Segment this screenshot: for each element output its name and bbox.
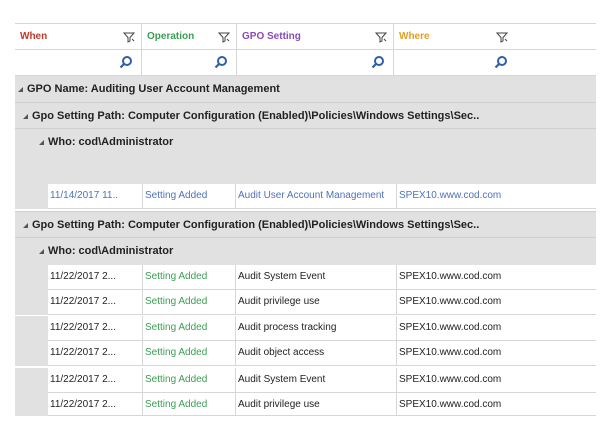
column-header-label: When — [20, 31, 48, 42]
cell-where: SPEX10.www.cod.com — [399, 322, 502, 333]
column-header-when[interactable] — [15, 24, 142, 50]
cell-operation: Setting Added — [143, 290, 236, 314]
filter-input-gpo-setting[interactable] — [237, 50, 394, 75]
group-row-setting-path[interactable] — [15, 102, 596, 128]
group-label: GPO Name: Auditing User Account Management — [27, 83, 280, 95]
group-row-who[interactable] — [15, 128, 596, 184]
group-label: Who: cod\Administrator — [48, 245, 174, 257]
cell-gpo-setting: Audit privilege use — [236, 393, 397, 415]
row-indent — [15, 393, 48, 416]
audit-grid — [15, 23, 596, 408]
cell-when: 11/22/2017 2... — [48, 316, 143, 340]
table-row[interactable] — [15, 368, 596, 393]
cell-where: SPEX10.www.cod.com — [399, 399, 502, 410]
table-row[interactable] — [15, 265, 596, 290]
column-header-label: Where — [399, 31, 430, 42]
cell-gpo-setting: Audit process tracking — [236, 316, 397, 340]
row-indent — [15, 290, 48, 315]
filter-icon[interactable] — [375, 31, 387, 43]
column-header-row — [15, 23, 596, 50]
cell-operation: Setting Added — [143, 393, 236, 415]
cell-gpo-setting: Audit User Account Management — [236, 184, 397, 208]
row-indent — [15, 184, 48, 209]
cell-operation: Setting Added — [143, 184, 236, 208]
cell-where: SPEX10.www.cod.com — [399, 296, 502, 307]
row-indent — [15, 368, 48, 393]
search-icon[interactable] — [371, 55, 385, 69]
cell-gpo-setting: Audit System Event — [236, 265, 397, 289]
search-icon[interactable] — [214, 55, 228, 69]
table-row[interactable] — [15, 341, 596, 366]
cell-where: SPEX10.www.cod.com — [399, 190, 502, 201]
cell-when: 11/22/2017 2... — [48, 290, 143, 314]
table-row[interactable] — [15, 290, 596, 315]
filter-input-where[interactable] — [394, 50, 596, 75]
cell-when: 11/22/2017 2... — [48, 265, 143, 289]
filter-icon[interactable] — [123, 31, 135, 43]
cell-gpo-setting: Audit System Event — [236, 368, 397, 392]
row-indent — [15, 341, 48, 366]
column-header-where[interactable] — [394, 24, 596, 50]
collapse-icon[interactable] — [39, 249, 44, 254]
cell-where: SPEX10.www.cod.com — [399, 347, 502, 358]
filter-input-when[interactable] — [15, 50, 142, 75]
filter-icon[interactable] — [218, 31, 230, 43]
group-label: Who: cod\Administrator — [48, 136, 174, 148]
table-row[interactable] — [15, 184, 596, 209]
cell-gpo-setting: Audit object access — [236, 341, 397, 365]
cell-when: 11/14/2017 11.. — [48, 184, 143, 208]
search-icon[interactable] — [494, 55, 508, 69]
cell-operation: Setting Added — [143, 265, 236, 289]
cell-where: SPEX10.www.cod.com — [399, 374, 502, 385]
row-indent — [15, 316, 48, 341]
filter-icon[interactable] — [496, 31, 508, 43]
row-indent — [15, 265, 48, 290]
column-header-gpo-setting[interactable] — [237, 24, 394, 50]
collapse-icon[interactable] — [23, 223, 28, 228]
cell-operation: Setting Added — [143, 368, 236, 392]
collapse-icon[interactable] — [18, 87, 23, 92]
cell-when: 11/22/2017 2... — [48, 341, 143, 365]
table-row[interactable] — [15, 393, 596, 416]
column-header-label: GPO Setting — [242, 31, 301, 42]
group-label: Gpo Setting Path: Computer Configuration (Enabled)\Policies\Windows Settings\Sec.. — [32, 110, 480, 122]
cell-operation: Setting Added — [143, 316, 236, 340]
search-icon[interactable] — [119, 55, 133, 69]
column-header-operation[interactable] — [142, 24, 237, 50]
group-row-setting-path[interactable] — [15, 211, 596, 237]
cell-when: 11/22/2017 2... — [48, 368, 143, 392]
cell-where: SPEX10.www.cod.com — [399, 271, 502, 282]
filter-input-operation[interactable] — [142, 50, 237, 75]
filter-row — [15, 50, 596, 76]
table-row[interactable] — [15, 316, 596, 341]
group-label: Gpo Setting Path: Computer Configuration (Enabled)\Policies\Windows Settings\Sec.. — [32, 219, 480, 231]
column-header-label: Operation — [147, 31, 195, 42]
cell-gpo-setting: Audit privilege use — [236, 290, 397, 314]
cell-operation: Setting Added — [143, 341, 236, 365]
collapse-icon[interactable] — [23, 114, 28, 119]
collapse-icon[interactable] — [39, 140, 44, 145]
cell-when: 11/22/2017 2... — [48, 393, 143, 415]
group-row-gpo-name[interactable] — [15, 76, 596, 102]
